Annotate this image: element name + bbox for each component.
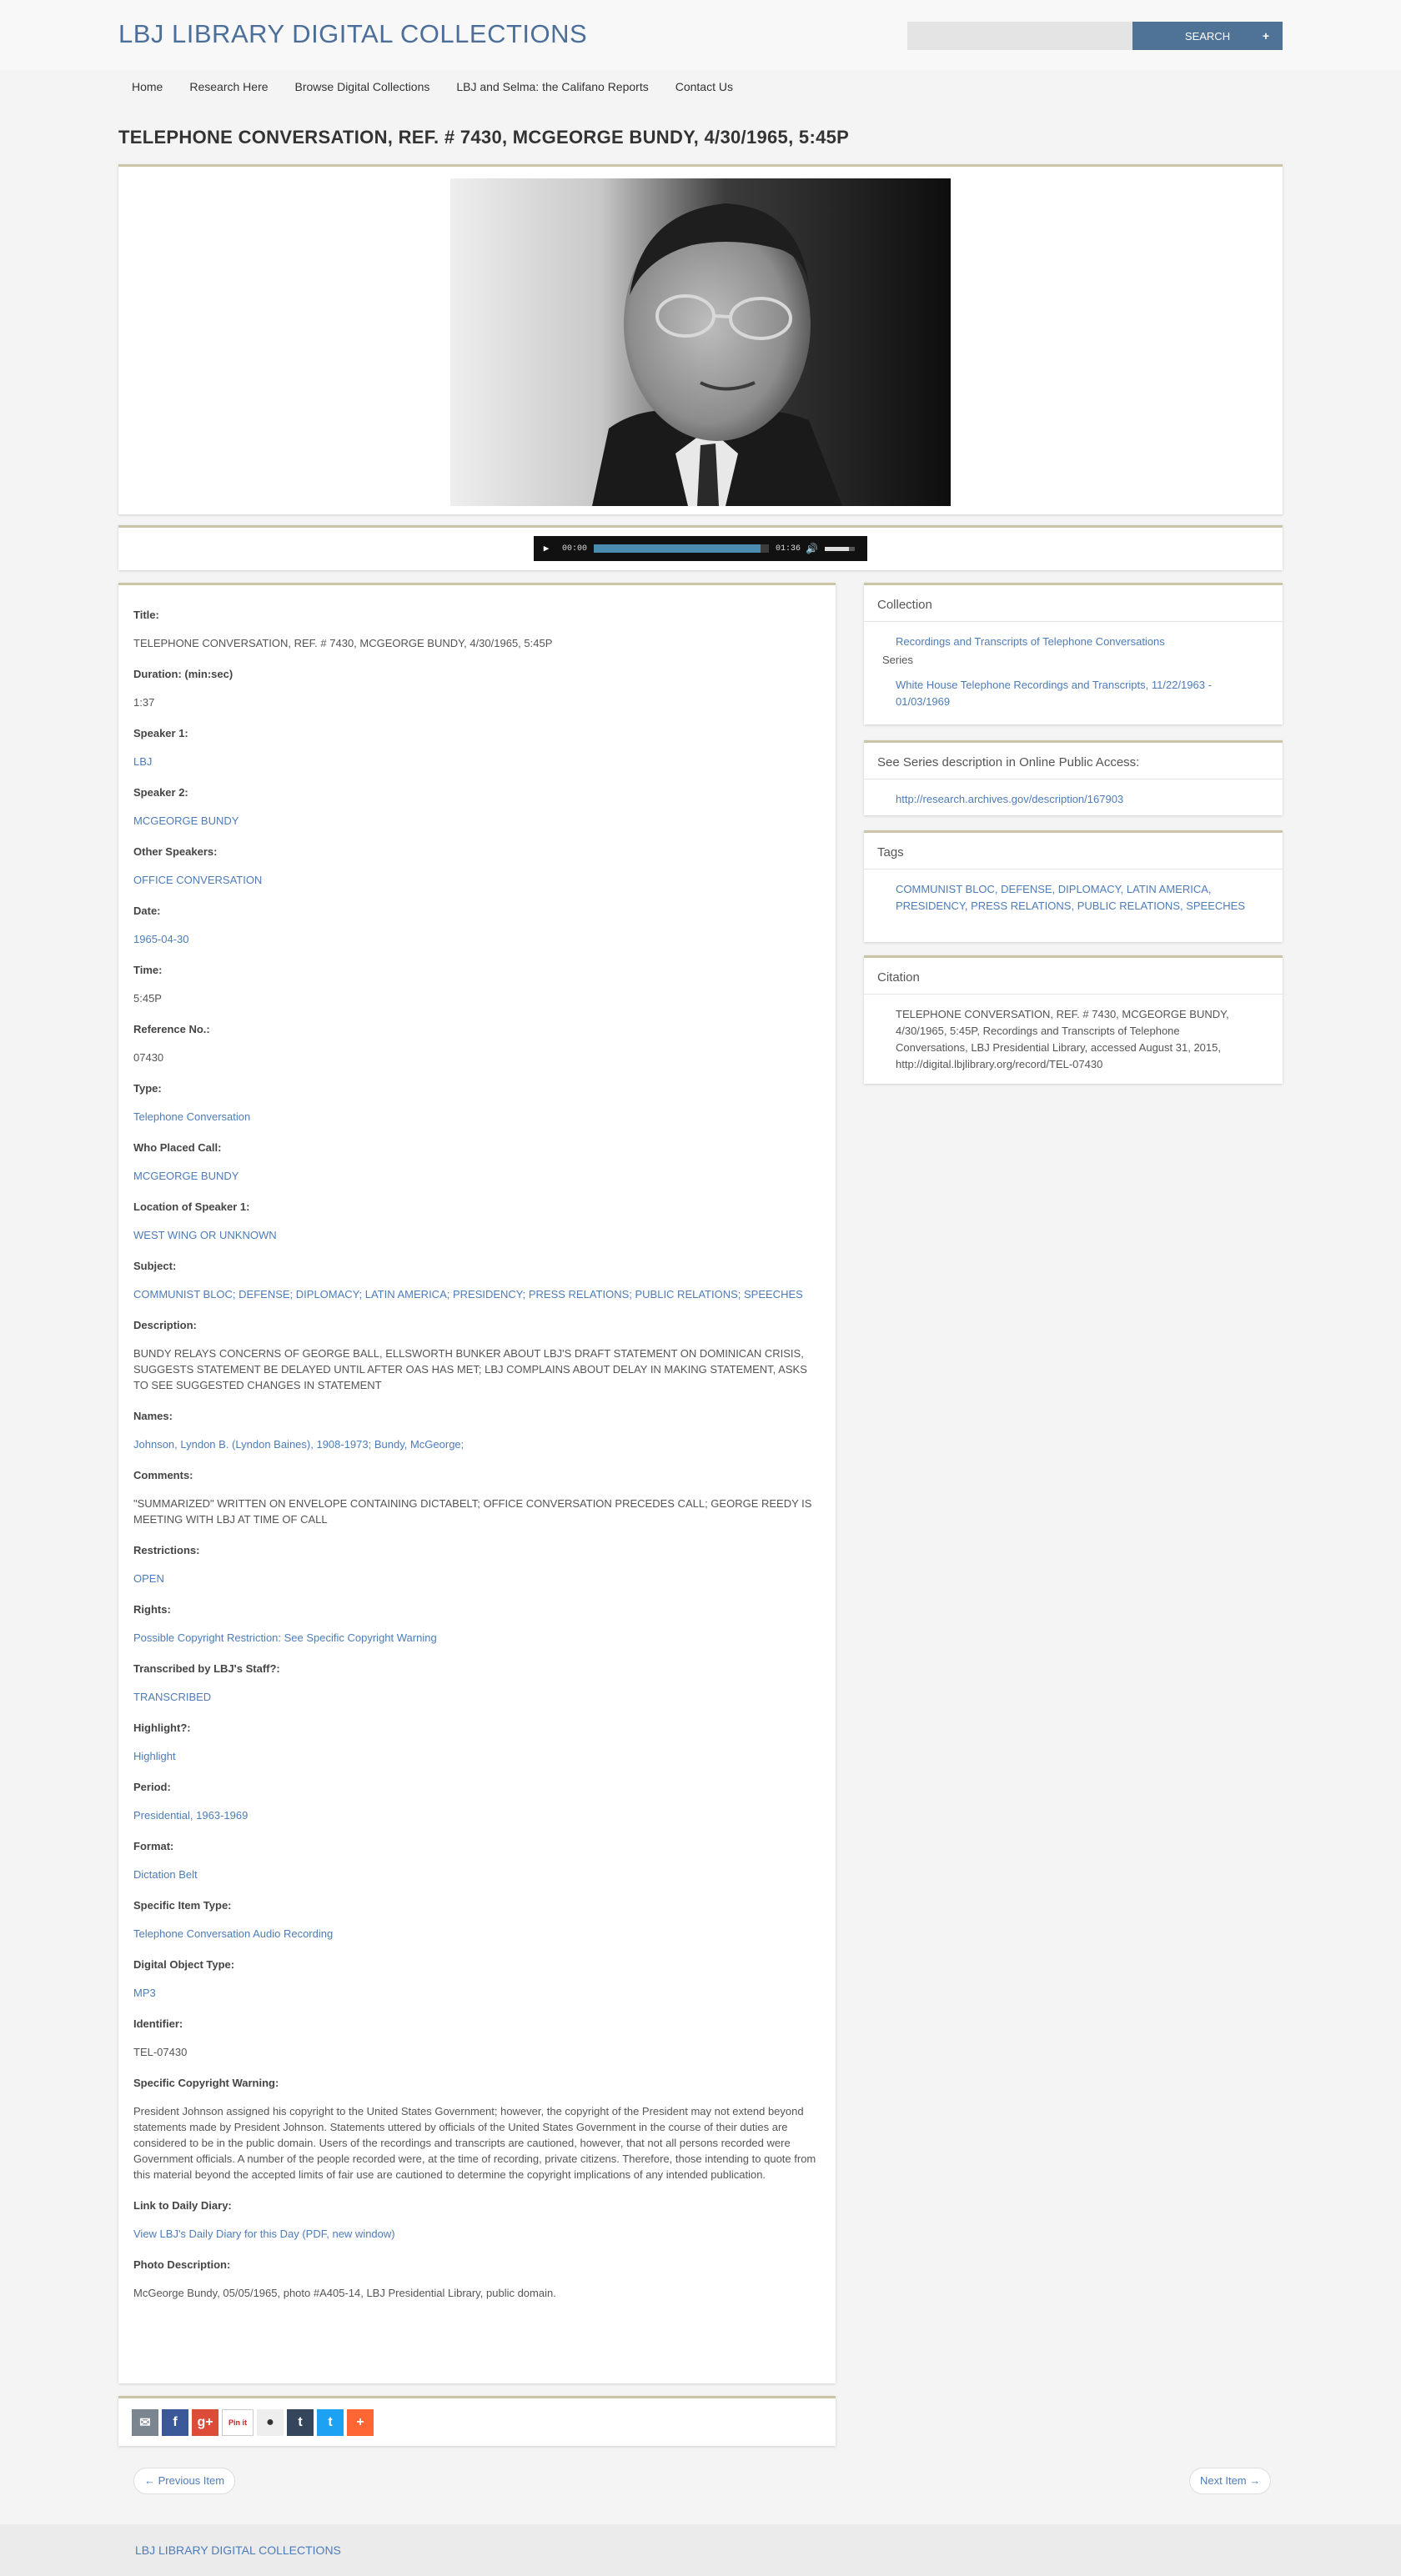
portrait-illustration: [450, 178, 951, 506]
field-value: [133, 1630, 821, 1646]
volume-slider[interactable]: [825, 547, 855, 551]
seek-bar[interactable]: [594, 544, 769, 553]
audio-player: [534, 536, 867, 561]
field-label: Subject:: [133, 1260, 177, 1272]
field-label: Link to Daily Diary:: [133, 2199, 232, 2212]
metadata-field: [133, 2258, 821, 2301]
field-value: BUNDY RELAYS CONCERNS OF GEORGE BALL, ELLSWORTH BUNKER ABOUT LBJ'S DRAFT STATEMENT ON DOMINICAN CRISIS, SUGGESTS STATEMENT BE DELAYED UNTIL AFTER OAS HAS MET; LBJ COMPLAINS ABOUT DELAY IN MAKING STATEMENT, ASKS TO SEE SUGGESTED CHANGES IN STATEMENT: [133, 1347, 807, 1391]
field-value-link[interactable]: Telephone Conversation: [133, 1110, 251, 1123]
field-value: [133, 1436, 821, 1452]
field-value-link[interactable]: TRANSCRIBED: [133, 1691, 212, 1703]
tags-panel: [864, 830, 1283, 942]
nav-item-browse-digital-collections[interactable]: Browse Digital Collections: [294, 80, 430, 93]
field-value: [133, 931, 821, 947]
share-bar: [118, 2396, 836, 2446]
metadata-field: [133, 1082, 821, 1125]
field-label: Type:: [133, 1082, 162, 1095]
portrait-photo: [450, 178, 951, 506]
field-value: "SUMMARIZED" WRITTEN ON ENVELOPE CONTAINING DICTABELT; OFFICE CONVERSATION PRECEDES CALL; GEORGE REEDY IS MEETING WITH LBJ AT TIME OF CALL: [133, 1497, 812, 1526]
nav-item-research-here[interactable]: Research Here: [189, 80, 269, 93]
metadata-field: [133, 2017, 821, 2060]
metadata-field: [133, 1023, 821, 1065]
field-value-link[interactable]: Telephone Conversation Audio Recording: [133, 1927, 334, 1940]
next-item-button[interactable]: Next Item →: [1189, 2468, 1271, 2494]
field-value: [133, 1807, 821, 1823]
search-button-label: SEARCH: [1184, 29, 1231, 43]
metadata-field: [133, 845, 821, 888]
field-label: Digital Object Type:: [133, 1958, 235, 1971]
field-value-link[interactable]: MCGEORGE BUNDY: [133, 814, 239, 827]
site-footer: [0, 2524, 1401, 2576]
field-value-link[interactable]: Dictation Belt: [133, 1868, 198, 1881]
opa-link[interactable]: http://research.archives.gov/description/167903: [896, 793, 1124, 805]
site-title-link[interactable]: LBJ LIBRARY DIGITAL COLLECTIONS: [118, 19, 588, 48]
collection-link[interactable]: Recordings and Transcripts of Telephone Conversations: [896, 635, 1165, 648]
site-header: [0, 0, 1401, 70]
tags-list[interactable]: COMMUNIST BLOC, DEFENSE, DIPLOMACY, LATIN AMERICA, PRESIDENCY, PRESS RELATIONS, PUBLIC RELATIONS, SPEECHES: [896, 883, 1246, 912]
search-button[interactable]: [1132, 22, 1283, 50]
photo-panel: [118, 164, 1283, 514]
twitter-icon[interactable]: t: [317, 2409, 344, 2436]
field-label: Speaker 2:: [133, 786, 188, 799]
advanced-search-plus-icon[interactable]: +: [1262, 29, 1269, 43]
field-value-link[interactable]: COMMUNIST BLOC; DEFENSE; DIPLOMACY; LATIN AMERICA; PRESIDENCY; PRESS RELATIONS; PUBLIC RELATIONS; SPEECHES: [133, 1288, 803, 1301]
series-link[interactable]: White House Telephone Recordings and Transcripts, 11/22/1963 - 01/03/1969: [896, 679, 1212, 708]
metadata-field: [133, 727, 821, 769]
field-label: Who Placed Call:: [133, 1141, 222, 1154]
field-value: [133, 1985, 821, 2001]
facebook-icon[interactable]: f: [162, 2409, 188, 2436]
field-label: Specific Item Type:: [133, 1899, 232, 1912]
pinterest-icon[interactable]: Pin it: [222, 2409, 254, 2436]
field-value: TEL-07430: [133, 2046, 188, 2058]
metadata-field: [133, 1200, 821, 1243]
series-label: Series: [882, 654, 913, 666]
metadata-field: [133, 1603, 821, 1646]
metadata-field: [133, 1781, 821, 1823]
metadata-field: [133, 1410, 821, 1452]
field-label: Other Speakers:: [133, 845, 218, 858]
field-value-link[interactable]: Presidential, 1963-1969: [133, 1809, 249, 1822]
metadata-field: [133, 609, 821, 651]
field-value-link[interactable]: 1965-04-30: [133, 933, 189, 945]
metadata-field: [133, 786, 821, 829]
more-icon[interactable]: +: [347, 2409, 374, 2436]
field-value-link[interactable]: Johnson, Lyndon B. (Lyndon Baines), 1908-1973; Bundy, McGeorge;: [133, 1438, 464, 1451]
metadata-field: [133, 1469, 821, 1527]
field-label: Period:: [133, 1781, 171, 1793]
volume-icon[interactable]: 🔊: [806, 543, 818, 555]
metadata-field: [133, 964, 821, 1006]
field-value: McGeorge Bundy, 05/05/1965, photo #A405-14, LBJ Presidential Library, public domain.: [133, 2287, 556, 2299]
field-value: [133, 1867, 821, 1882]
field-label: Date:: [133, 905, 161, 917]
opa-heading: See Series description in Online Public Access:: [864, 743, 1283, 779]
field-value: [133, 1748, 821, 1764]
duration-time: 01:36: [776, 544, 801, 554]
field-value: [133, 1689, 821, 1705]
googleplus-icon[interactable]: g+: [192, 2409, 218, 2436]
field-value: 07430: [133, 1051, 164, 1064]
nav-item-lbj-and-selma-the-califano-reports[interactable]: LBJ and Selma: the Califano Reports: [456, 80, 649, 93]
tags-heading: Tags: [864, 833, 1283, 870]
search-input[interactable]: [907, 22, 1132, 50]
metadata-field: [133, 1840, 821, 1882]
metadata-field: [133, 2199, 821, 2242]
previous-item-button[interactable]: ← Previous Item: [133, 2468, 235, 2494]
field-value: [133, 872, 821, 888]
field-label: Description:: [133, 1319, 197, 1331]
field-value: [133, 1926, 821, 1942]
field-value: [133, 1168, 821, 1184]
field-label: Format:: [133, 1840, 174, 1852]
citation-panel: [864, 955, 1283, 1084]
metadata-field: [133, 1662, 821, 1705]
nav-item-home[interactable]: Home: [132, 80, 163, 93]
volume-level: [825, 547, 849, 551]
field-label: Speaker 1:: [133, 727, 188, 739]
field-value-link[interactable]: Possible Copyright Restriction: See Specific Copyright Warning: [133, 1631, 437, 1644]
field-value-link[interactable]: MCGEORGE BUNDY: [133, 1170, 239, 1182]
field-value-link[interactable]: WEST WING OR UNKNOWN: [133, 1229, 277, 1241]
field-label: Highlight?:: [133, 1722, 191, 1734]
tumblr-icon[interactable]: t: [287, 2409, 314, 2436]
citation-heading: Citation: [864, 958, 1283, 995]
field-label: Rights:: [133, 1603, 171, 1616]
field-value: [133, 754, 821, 769]
reddit-icon[interactable]: ●: [257, 2409, 284, 2436]
field-label: Title:: [133, 609, 159, 621]
citation-text: TELEPHONE CONVERSATION, REF. # 7430, MCGEORGE BUNDY, 4/30/1965, 5:45P, Recordings and Transcripts of Telephone Conversations, LBJ Presidential Library, accessed August 31, 2015, http://digital.lbjlibrary.org/record/TEL-07430: [896, 1008, 1229, 1070]
field-value: 1:37: [133, 696, 155, 709]
metadata-field: [133, 668, 821, 710]
field-value: [133, 2226, 821, 2242]
field-label: Names:: [133, 1410, 173, 1422]
metadata-field: [133, 1958, 821, 2001]
field-label: Time:: [133, 964, 163, 976]
field-value: TELEPHONE CONVERSATION, REF. # 7430, MCGEORGE BUNDY, 4/30/1965, 5:45P: [133, 637, 553, 649]
opa-panel: [864, 740, 1283, 815]
field-value-link[interactable]: MP3: [133, 1987, 156, 1999]
field-label: Transcribed by LBJ's Staff?:: [133, 1662, 280, 1675]
metadata-field: [133, 1319, 821, 1393]
field-value: [133, 1286, 821, 1302]
footer-home-link[interactable]: LBJ LIBRARY DIGITAL COLLECTIONS: [135, 2543, 341, 2557]
email-icon[interactable]: ✉: [132, 2409, 158, 2436]
main-nav: [118, 70, 746, 103]
field-label: Photo Description:: [133, 2258, 231, 2271]
field-value-link[interactable]: OPEN: [133, 1572, 164, 1585]
field-value-link[interactable]: OFFICE CONVERSATION: [133, 874, 263, 886]
field-label: Duration: (min:sec): [133, 668, 234, 680]
metadata-panel: [118, 583, 836, 2383]
collection-heading: Collection: [864, 585, 1283, 622]
metadata-field: [133, 905, 821, 947]
nav-item-contact-us[interactable]: Contact Us: [675, 80, 733, 93]
metadata-field: [133, 1260, 821, 1302]
field-value: [133, 1227, 821, 1243]
field-value-link[interactable]: LBJ: [133, 755, 153, 768]
field-value: [133, 1571, 821, 1586]
current-time: 00:00: [562, 544, 588, 554]
audio-panel: [118, 525, 1283, 570]
page-title: TELEPHONE CONVERSATION, REF. # 7430, MCGEORGE BUNDY, 4/30/1965, 5:45P: [118, 127, 850, 148]
metadata-field: [133, 1141, 821, 1184]
field-value-link[interactable]: Highlight: [133, 1750, 176, 1762]
metadata-field: [133, 1722, 821, 1764]
field-value: 5:45P: [133, 992, 162, 1005]
field-label: Restrictions:: [133, 1544, 200, 1556]
field-label: Specific Copyright Warning:: [133, 2077, 279, 2089]
field-value: [133, 1109, 821, 1125]
metadata-field: [133, 2077, 821, 2183]
field-value-link[interactable]: View LBJ's Daily Diary for this Day (PDF, new window): [133, 2228, 395, 2240]
field-label: Location of Speaker 1:: [133, 1200, 250, 1213]
metadata-field: [133, 1544, 821, 1586]
collection-panel: [864, 583, 1283, 724]
play-icon[interactable]: ▶: [543, 544, 550, 554]
field-label: Reference No.:: [133, 1023, 210, 1035]
seek-bar-buffered: [594, 544, 761, 553]
metadata-field: [133, 1899, 821, 1942]
field-value: President Johnson assigned his copyright to the United States Government; however, the copyright of the President may not extend beyond statements made by President Johnson. Statements uttered by officials of the United States Government in the course of their duties are considered to be in the public domain. Users of the recordings and transcripts are cautioned, however, that not all persons recorded were Government officials. A number of the people recorded were, at the time of recording, private citizens. Therefore, those intending to quote from this material beyond the accepted limits of fair use are cautioned to determine the copyright implications of any intended publication.: [133, 2105, 816, 2181]
field-label: Comments:: [133, 1469, 193, 1481]
field-label: Identifier:: [133, 2017, 183, 2030]
field-value: [133, 813, 821, 829]
